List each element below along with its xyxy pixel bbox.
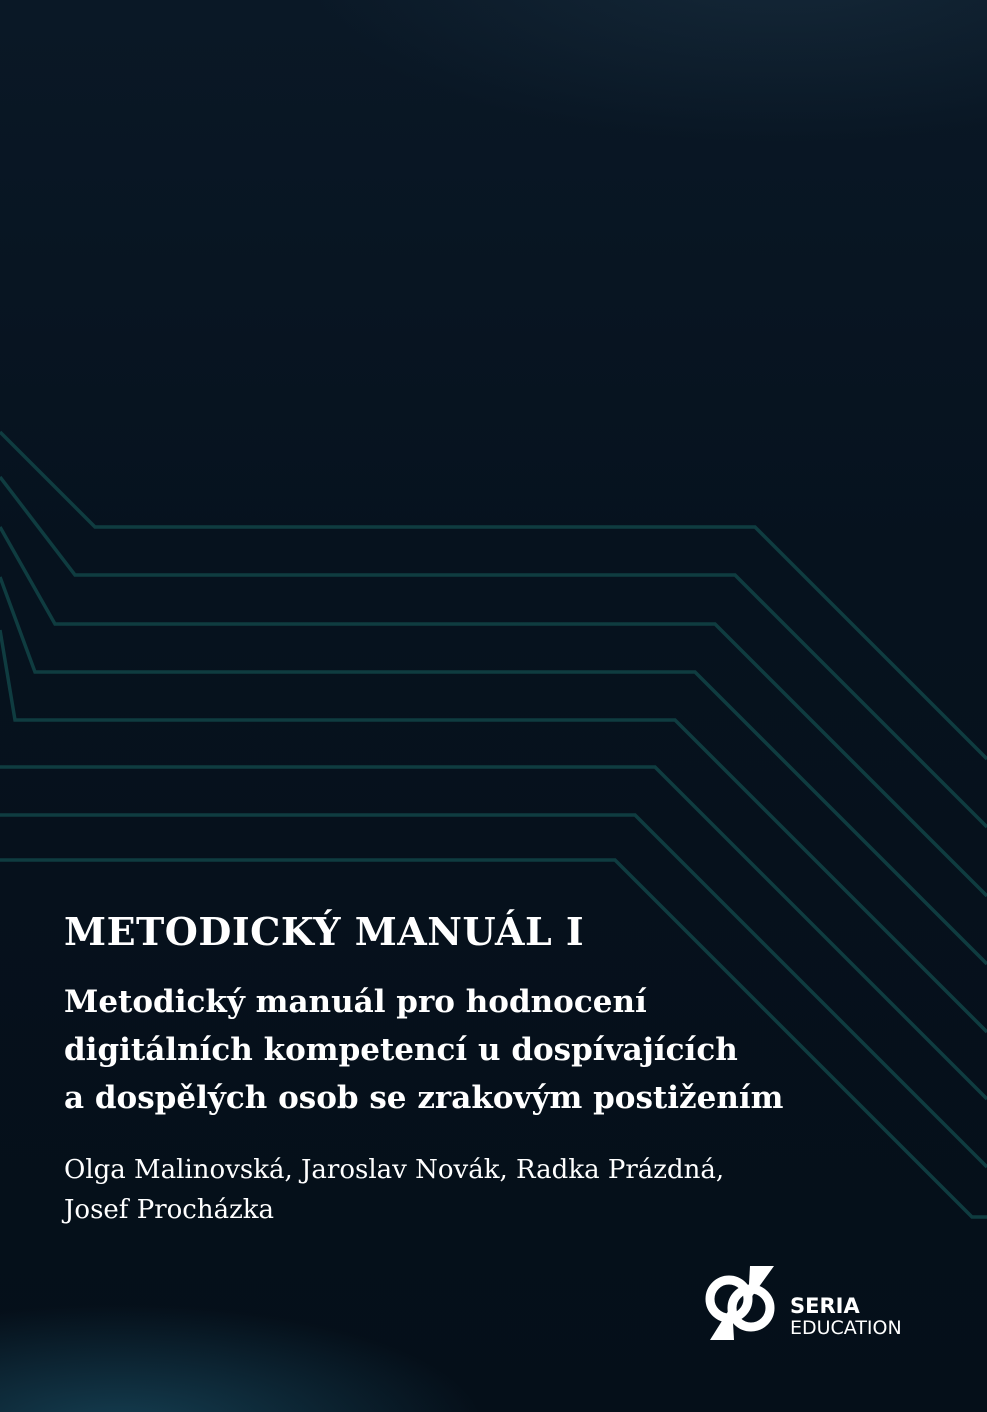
seria-logo-icon: [702, 1262, 778, 1344]
publisher-name-line2: EDUCATION: [790, 1317, 902, 1339]
subtitle-line: digitálních kompetencí u dospívajících: [64, 1032, 738, 1068]
cover-text: [64, 902, 944, 1230]
author-line: Josef Procházka: [64, 1195, 275, 1225]
authors: [64, 1150, 944, 1230]
book-subtitle: [64, 978, 944, 1122]
subtitle-line: a dospělých osob se zrakovým postižením: [64, 1080, 784, 1116]
book-title: METODICKÝ MANUÁL I: [64, 909, 585, 954]
subtitle-line: Metodický manuál pro hodnocení: [64, 984, 647, 1020]
publisher-name-line1: SERIA: [790, 1294, 860, 1318]
publisher-name: [790, 1295, 902, 1339]
publisher-logo: [702, 1262, 917, 1344]
author-line: Olga Malinovská, Jaroslav Novák, Radka Prázdná,: [64, 1155, 725, 1185]
